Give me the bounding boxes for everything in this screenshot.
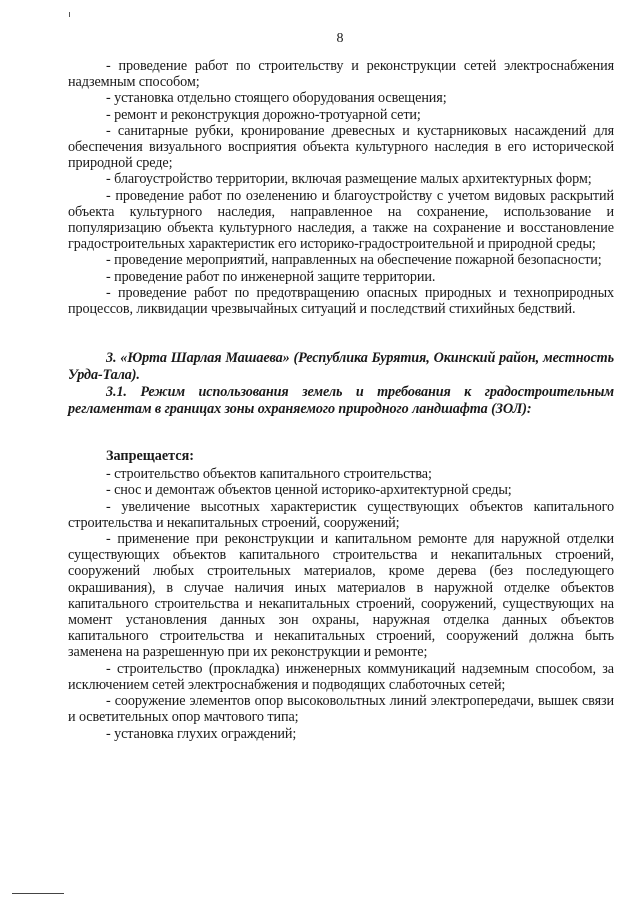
prohibited-activities-list bbox=[68, 466, 614, 741]
list-item: - благоустройство территории, включая размещение малых архитектурных форм; bbox=[106, 171, 592, 188]
list-item: - санитарные рубки, кронирование древесных и кустарниковых насаждений для обеспечения визуального восприятия объекта культурного наследия в его исторической природной среде; bbox=[68, 122, 614, 172]
prohibited-heading: Запрещается: bbox=[106, 448, 194, 465]
list-item: - снос и демонтаж объектов ценной историко-архитектурной среды; bbox=[106, 482, 512, 499]
section-title: 3. «Юрта Шарлая Машаева» (Республика Бурятия, Окинский район, местность Урда-Тала). bbox=[68, 350, 614, 384]
list-item: - строительство объектов капитального строительства; bbox=[106, 466, 432, 483]
list-item: - проведение работ по озеленению и благоустройству с учетом видовых раскрытий объекта культурного наследия, направленное на сохранение, использование и популяризацию объекта культурного наследия, а также на сохранение и восстановление градостроительных характеристик его историко-градостроительной и природной среды; bbox=[68, 187, 614, 253]
list-item: - установка глухих ограждений; bbox=[106, 725, 297, 742]
list-item: - ремонт и реконструкция дорожно-тротуарной сети; bbox=[106, 106, 421, 123]
list-item: - увеличение высотных характеристик существующих объектов капитального строительства и некапитальных строений, сооружений; bbox=[68, 498, 614, 531]
list-item: - проведение работ по инженерной защите территории. bbox=[106, 268, 436, 285]
list-item: - проведение работ по предотвращению опасных природных и техноприродных процессов, ликвидации чрезвычайных ситуаций и последствий стихийных бедствий. bbox=[68, 284, 614, 318]
list-item: - проведение мероприятий, направленных на обеспечение пожарной безопасности; bbox=[106, 252, 602, 269]
subsection-title: 3.1. Режим использования земель и требования к градостроительным регламентам в границах зоны охраняемого природного ландшафта (ЗОЛ): bbox=[68, 384, 614, 418]
footer-rule bbox=[12, 893, 64, 894]
list-item: - проведение работ по строительству и реконструкции сетей электроснабжения надземным способом; bbox=[68, 58, 614, 91]
page-number: 8 bbox=[336, 31, 344, 46]
list-item: - применение при реконструкции и капитальном ремонте для наружной отделки существующих объектов капитального строительства и некапитальных строений, сооружений любых строительных материалов, кроме дерева (без последующего окрашивания), в случае наличия иных материалов в наружной отделке объектов капитального строительства и некапитальных строений, сооружений, существующих на момент установления данных зон охраны, наружная отделка данных объектов капитального строительства и некапитальных строений, сооружений должна быть заменена на разрешенную при их реконструкции и ремонте; bbox=[68, 531, 614, 661]
page-content bbox=[68, 58, 614, 742]
scan-margin-mark bbox=[69, 12, 70, 17]
list-item: - установка отдельно стоящего оборудования освещения; bbox=[106, 90, 447, 107]
list-item: - строительство (прокладка) инженерных коммуникаций надземным способом, за исключением сетей электроснабжения и подводящих слаботочных сетей; bbox=[68, 660, 614, 693]
permitted-activities-list bbox=[68, 58, 614, 317]
list-item: - сооружение элементов опор высоковольтных линий электропередачи, вышек связи и осветительных опор мачтового типа; bbox=[68, 693, 614, 726]
